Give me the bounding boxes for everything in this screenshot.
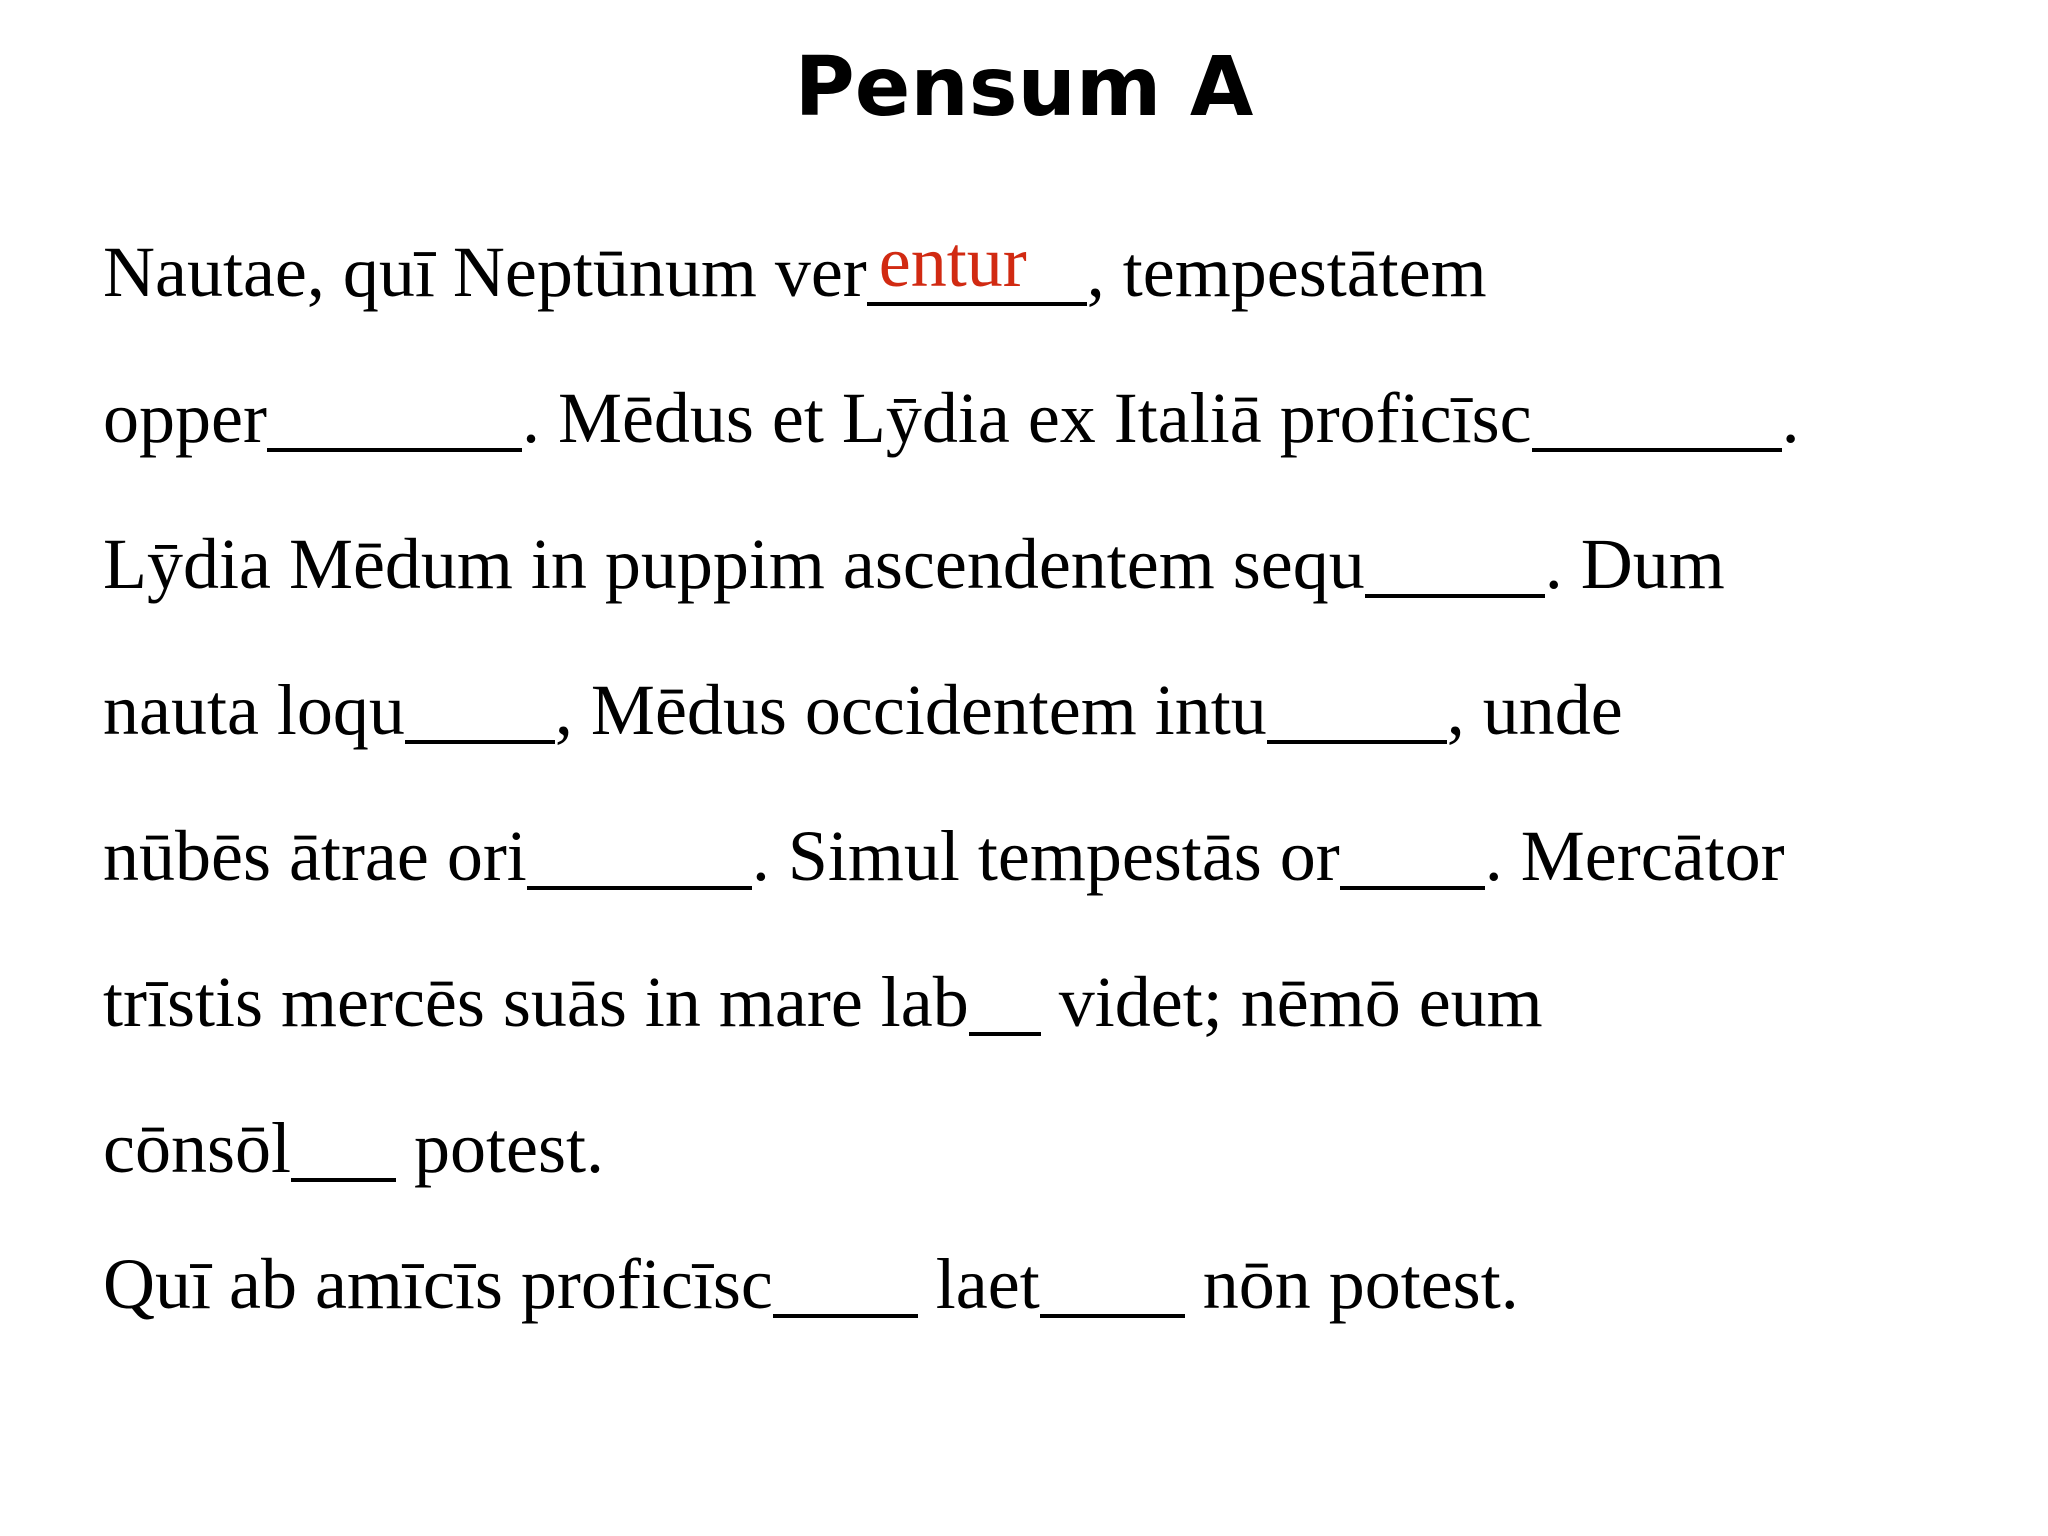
exercise-text bbox=[103, 222, 2003, 1380]
text-fragment: . Mēdus et Lȳdia ex Italiā proficīsc bbox=[521, 378, 1532, 458]
text-line-6 bbox=[103, 952, 2003, 1098]
text-line-5 bbox=[103, 806, 2003, 952]
text-fragment: cōnsōl bbox=[103, 1108, 291, 1188]
text-fragment: , unde bbox=[1446, 670, 1623, 750]
text-fragment: laet bbox=[917, 1244, 1040, 1324]
text-fragment: nūbēs ātrae ori bbox=[103, 816, 527, 896]
text-line-1 bbox=[103, 222, 2003, 368]
text-line-3 bbox=[103, 514, 2003, 660]
text-fragment: Lȳdia Mēdum in puppim ascendentem sequ bbox=[103, 524, 1365, 604]
blank-10[interactable] bbox=[291, 1104, 396, 1182]
text-line-2 bbox=[103, 368, 2003, 514]
blank-7[interactable] bbox=[527, 812, 752, 890]
text-line-7 bbox=[103, 1098, 2003, 1234]
text-fragment: nōn potest. bbox=[1184, 1244, 1519, 1324]
blank-6[interactable] bbox=[1267, 666, 1447, 744]
text-line-8 bbox=[103, 1234, 2003, 1380]
page-title: Pensum A bbox=[794, 40, 1254, 135]
text-fragment: trīstis mercēs suās in mare lab bbox=[103, 962, 969, 1042]
blank-8[interactable] bbox=[1340, 812, 1485, 890]
blank-3[interactable] bbox=[1532, 374, 1782, 452]
text-fragment: opper bbox=[103, 378, 267, 458]
text-fragment: Quī ab amīcīs proficīsc bbox=[103, 1244, 773, 1324]
blank-11[interactable] bbox=[773, 1240, 918, 1318]
text-fragment: , Mēdus occidentem intu bbox=[554, 670, 1267, 750]
text-fragment: , tempestātem bbox=[1086, 232, 1487, 312]
text-fragment: Nautae, quī Neptūnum ver bbox=[103, 232, 867, 312]
blank-1[interactable] bbox=[867, 222, 1087, 306]
text-fragment: . bbox=[1781, 378, 1800, 458]
blank-5[interactable] bbox=[405, 666, 555, 744]
text-fragment: . Dum bbox=[1544, 524, 1725, 604]
text-fragment: . Simul tempestās or bbox=[751, 816, 1340, 896]
filled-answer: entur bbox=[878, 222, 1027, 302]
blank-2[interactable] bbox=[267, 374, 522, 452]
text-fragment: potest. bbox=[395, 1108, 604, 1188]
blank-4[interactable] bbox=[1365, 520, 1545, 598]
text-fragment: nauta loqu bbox=[103, 670, 405, 750]
text-fragment: . Mercātor bbox=[1484, 816, 1785, 896]
blank-12[interactable] bbox=[1040, 1240, 1185, 1318]
text-line-4 bbox=[103, 660, 2003, 806]
blank-9[interactable] bbox=[969, 958, 1041, 1036]
text-fragment: videt; nēmō eum bbox=[1040, 962, 1543, 1042]
